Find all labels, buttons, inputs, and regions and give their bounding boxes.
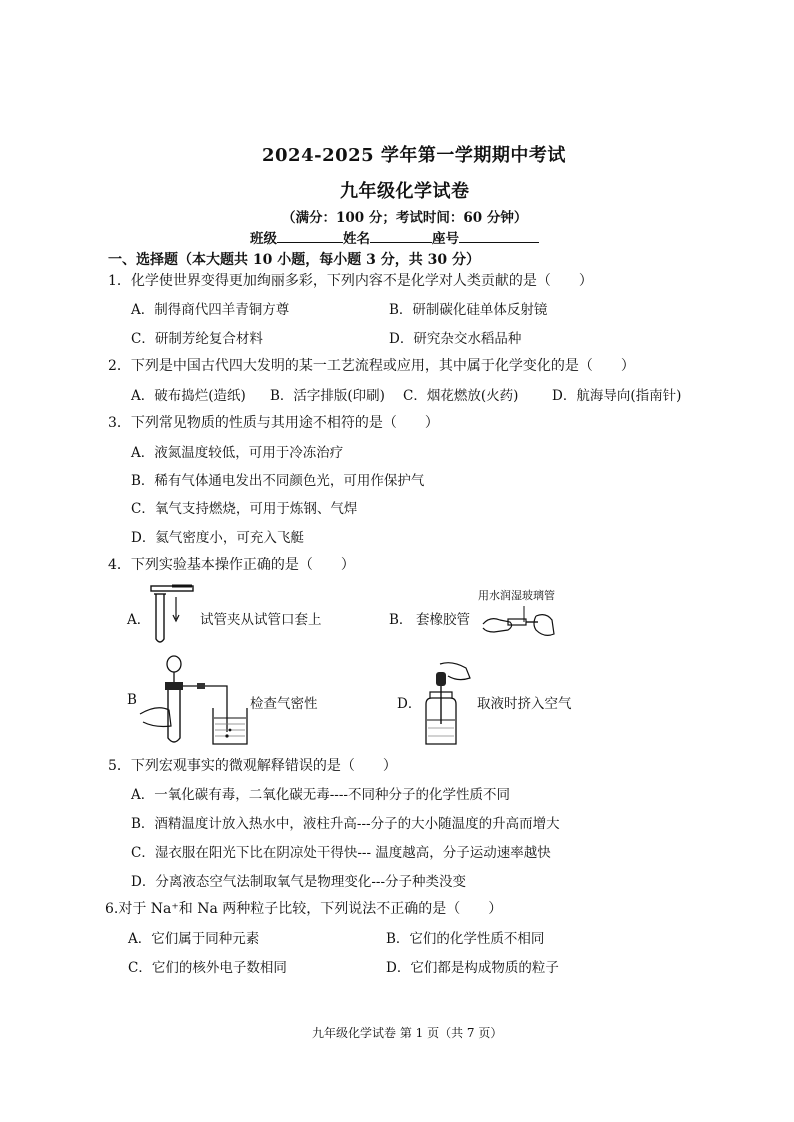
q2-option-b: B．活字排版(印刷) <box>270 388 385 404</box>
test-tube-clamp-figure <box>148 583 196 647</box>
q4-option-c-text: 检查气密性 <box>250 696 318 712</box>
q4-option-b-text: 套橡胶管 <box>416 612 470 628</box>
q5-option-d: D．分离液态空气法制取氧气是物理变化---分子种类没变 <box>131 874 467 890</box>
q4-option-d-text: 取液时挤入空气 <box>477 696 572 712</box>
q1-option-d: D．研究杂交水稻品种 <box>389 331 522 347</box>
question-6-stem: 6.对于 Na⁺和 Na 两种粒子比较，下列说法不正确的是（ ） <box>105 901 503 917</box>
q3-option-c: C．氧气支持燃烧，可用于炼钢、气焊 <box>131 501 358 517</box>
q4-option-b-caption: 用水润湿玻璃管 <box>478 589 555 602</box>
q4-option-c-letter: B <box>127 692 137 708</box>
section-1-title: 一、选择题（本大题共 10 小题，每小题 3 分，共 30 分） <box>108 252 480 268</box>
q3-option-d: D．氦气密度小，可充入飞艇 <box>131 530 304 546</box>
class-label: 班级 <box>250 231 277 247</box>
q1-option-b: B．研制碳化硅单体反射镜 <box>389 302 548 318</box>
q2-option-a: A．破布捣烂(造纸) <box>131 388 246 404</box>
q4-option-a-text: 试管夹从试管口套上 <box>200 612 322 628</box>
name-blank[interactable] <box>370 230 432 243</box>
page-footer: 九年级化学试卷 第 1 页（共 7 页） <box>312 1026 503 1040</box>
q2-option-d: D．航海导向(指南针) <box>552 388 682 404</box>
q6-option-d: D．它们都是构成物质的粒子 <box>386 960 559 976</box>
q5-option-b: B．酒精温度计放入热水中，液柱升高---分子的大小随温度的升高而增大 <box>131 816 560 832</box>
class-blank[interactable] <box>277 230 343 243</box>
q3-option-b: B．稀有气体通电发出不同颜色光，可用作保护气 <box>131 473 425 489</box>
q5-option-a: A．一氧化碳有毒，二氧化碳无毒----不同种分子的化学性质不同 <box>131 787 510 803</box>
exam-title: 2024-2025 学年第一学期期中考试 <box>262 145 566 166</box>
rubber-tube-hands-figure <box>480 600 558 640</box>
seat-label: 座号 <box>432 231 459 247</box>
q6-option-b: B．它们的化学性质不相同 <box>386 931 545 947</box>
dropper-bottle-figure <box>418 658 476 750</box>
q5-option-c: C．湿衣服在阳光下比在阴凉处干得快--- 温度越高，分子运动速率越快 <box>131 845 551 861</box>
q2-option-c: C．烟花燃放(火药) <box>403 388 519 404</box>
exam-meta: （满分：100 分；考试时间：60 分钟） <box>282 210 528 226</box>
exam-subtitle: 九年级化学试卷 <box>340 181 470 202</box>
seat-blank[interactable] <box>459 230 539 243</box>
question-4-stem: 4．下列实验基本操作正确的是（ ） <box>108 557 355 573</box>
q1-option-c: C．研制芳纶复合材料 <box>131 331 263 347</box>
q4-option-a-letter: A． <box>127 612 151 628</box>
q3-option-a: A．液氮温度较低，可用于冷冻治疗 <box>131 445 344 461</box>
q6-option-a: A．它们属于同种元素 <box>128 931 260 947</box>
q1-option-a: A．制得商代四羊青铜方尊 <box>131 302 290 318</box>
question-1-stem: 1．化学使世界变得更加绚丽多彩，下列内容不是化学对人类贡献的是（ ） <box>108 273 593 289</box>
question-3-stem: 3．下列常见物质的性质与其用途不相符的是（ ） <box>108 415 439 431</box>
name-label: 姓名 <box>343 231 370 247</box>
question-2-stem: 2．下列是中国古代四大发明的某一工艺流程或应用，其中属于化学变化的是（ ） <box>108 358 635 374</box>
q4-option-b-letter: B． <box>389 612 413 628</box>
q4-option-d-letter: D． <box>397 696 422 712</box>
q6-option-c: C．它们的核外电子数相同 <box>128 960 287 976</box>
airtightness-apparatus-figure <box>135 652 253 748</box>
question-5-stem: 5．下列宏观事实的微观解释错误的是（ ） <box>108 758 397 774</box>
student-info-row <box>250 227 539 247</box>
